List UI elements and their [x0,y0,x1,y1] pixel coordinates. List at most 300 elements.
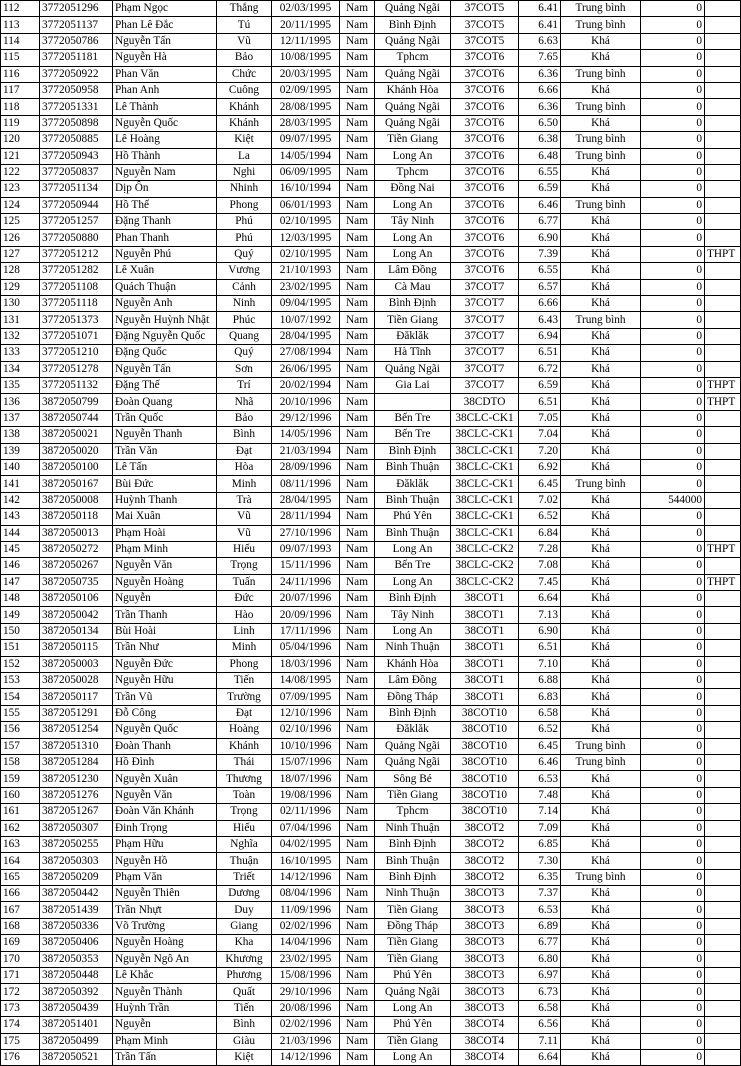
note-cell [705,263,741,279]
province-cell: Tiền Giang [375,935,451,951]
given-name-cell: Giàu [217,1033,272,1049]
note-cell: THPT [705,541,741,557]
rank-cell: Trung bình [561,1,641,17]
table-row [1,804,741,820]
rank-cell: Khá [561,1050,641,1066]
gender-cell: Nam [340,361,375,377]
class-code-cell: 37COT7 [451,361,519,377]
note-cell [705,1033,741,1049]
rank-cell: Khá [561,607,641,623]
class-code-cell: 37COT7 [451,345,519,361]
province-cell: Bình Định [375,17,451,33]
table-row [1,328,741,344]
class-code-cell: 37COT6 [451,66,519,82]
gpa-cell: 6.36 [519,99,561,115]
birth-date-cell: 20/10/1996 [272,394,340,410]
family-name-cell: Đinh Trọng [113,820,217,836]
gpa-cell: 6.41 [519,17,561,33]
province-cell: Đồng Tháp [375,918,451,934]
birth-date-cell: 28/03/1995 [272,115,340,131]
gender-cell: Nam [340,197,375,213]
class-code-cell: 38CDTO [451,394,519,410]
class-code-cell: 37COT6 [451,132,519,148]
table-row [1,197,741,213]
row-number-cell: 172 [1,984,40,1000]
given-name-cell: Phong [217,656,272,672]
note-cell [705,33,741,49]
province-cell: Tiền Giang [375,312,451,328]
birth-date-cell: 14/05/1994 [272,148,340,164]
birth-date-cell: 12/11/1995 [272,33,340,49]
gpa-cell: 7.11 [519,1033,561,1049]
family-name-cell: Nguyễn Tấn [113,33,217,49]
family-name-cell: Phạm Hữu [113,836,217,852]
student-id-cell: 3872051276 [40,787,113,803]
province-cell: Quảng Ngãi [375,66,451,82]
given-name-cell: Phong [217,197,272,213]
birth-date-cell: 10/10/1996 [272,738,340,754]
student-id-cell: 3872050100 [40,459,113,475]
rank-cell: Khá [561,689,641,705]
family-name-cell: Trần Vũ [113,689,217,705]
note-cell [705,984,741,1000]
province-cell: Bình Thuận [375,525,451,541]
birth-date-cell: 02/02/1996 [272,918,340,934]
amount-cell: 0 [641,886,705,902]
amount-cell: 0 [641,935,705,951]
gender-cell: Nam [340,181,375,197]
amount-cell: 0 [641,918,705,934]
birth-date-cell: 08/04/1996 [272,886,340,902]
rank-cell: Khá [561,164,641,180]
given-name-cell: Thương [217,771,272,787]
given-name-cell: Khánh [217,115,272,131]
row-number-cell: 137 [1,410,40,426]
gender-cell: Nam [340,869,375,885]
note-cell [705,1000,741,1016]
family-name-cell: Nguyễn Hoàng [113,574,217,590]
birth-date-cell: 10/07/1992 [272,312,340,328]
student-id-cell: 3872050744 [40,410,113,426]
class-code-cell: 38CLC-CK1 [451,410,519,426]
student-id-cell: 3772051282 [40,263,113,279]
gender-cell: Nam [340,509,375,525]
row-number-cell: 112 [1,1,40,17]
amount-cell: 0 [641,623,705,639]
given-name-cell: Kha [217,935,272,951]
birth-date-cell: 15/07/1996 [272,754,340,770]
given-name-cell: Tiến [217,673,272,689]
row-number-cell: 135 [1,377,40,393]
student-id-cell: 3872051310 [40,738,113,754]
row-number-cell: 175 [1,1033,40,1049]
student-id-cell: 3772050922 [40,66,113,82]
family-name-cell: Quách Thuận [113,279,217,295]
gpa-cell: 6.83 [519,689,561,705]
table-row [1,738,741,754]
class-code-cell: 38COT10 [451,754,519,770]
province-cell: Quảng Ngãi [375,33,451,49]
amount-cell: 0 [641,787,705,803]
gpa-cell: 7.30 [519,853,561,869]
rank-cell: Trung bình [561,476,641,492]
given-name-cell: Cuông [217,82,272,98]
class-code-cell: 38COT3 [451,968,519,984]
rank-cell: Khá [561,1017,641,1033]
row-number-cell: 144 [1,525,40,541]
student-id-cell: 3872050392 [40,984,113,1000]
province-cell: Long An [375,574,451,590]
rank-cell: Khá [561,394,641,410]
amount-cell: 0 [641,181,705,197]
gender-cell: Nam [340,99,375,115]
class-code-cell: 37COT6 [451,50,519,66]
rank-cell: Khá [561,443,641,459]
amount-cell: 0 [641,836,705,852]
student-id-cell: 3872050336 [40,918,113,934]
gpa-cell: 6.77 [519,935,561,951]
given-name-cell: Thắng [217,1,272,17]
table-row [1,279,741,295]
class-code-cell: 38CLC-CK1 [451,427,519,443]
class-code-cell: 37COT6 [451,230,519,246]
note-cell [705,345,741,361]
given-name-cell: Hiếu [217,820,272,836]
row-number-cell: 147 [1,574,40,590]
birth-date-cell: 02/02/1996 [272,1017,340,1033]
table-row [1,1000,741,1016]
rank-cell: Khá [561,230,641,246]
student-id-cell: 3872050209 [40,869,113,885]
province-cell: Long An [375,148,451,164]
gpa-cell: 6.52 [519,722,561,738]
gpa-cell: 7.14 [519,804,561,820]
given-name-cell: Tiến [217,1000,272,1016]
row-number-cell: 148 [1,591,40,607]
gender-cell: Nam [340,394,375,410]
family-name-cell: Trần Nhựt [113,902,217,918]
student-id-cell: 3772050786 [40,33,113,49]
note-cell [705,1050,741,1066]
amount-cell: 0 [641,1,705,17]
gpa-cell: 6.55 [519,164,561,180]
rank-cell: Khá [561,886,641,902]
rank-cell: Khá [561,820,641,836]
student-id-cell: 3872050303 [40,853,113,869]
amount-cell: 0 [641,443,705,459]
birth-date-cell: 20/11/1995 [272,17,340,33]
student-id-cell: 3872051439 [40,902,113,918]
given-name-cell: Phương [217,968,272,984]
given-name-cell: Triết [217,869,272,885]
family-name-cell: Bùi Đức [113,476,217,492]
row-number-cell: 152 [1,656,40,672]
amount-cell: 0 [641,279,705,295]
rank-cell: Khá [561,771,641,787]
row-number-cell: 154 [1,689,40,705]
amount-cell: 0 [641,771,705,787]
class-code-cell: 37COT7 [451,312,519,328]
class-code-cell: 38COT2 [451,853,519,869]
gpa-cell: 6.57 [519,279,561,295]
table-row [1,377,741,393]
gender-cell: Nam [340,951,375,967]
class-code-cell: 38COT10 [451,771,519,787]
gpa-cell: 6.73 [519,984,561,1000]
gender-cell: Nam [340,132,375,148]
rank-cell: Khá [561,246,641,262]
province-cell: Tphcm [375,164,451,180]
table-row [1,1,741,17]
class-code-cell: 38CLC-CK2 [451,574,519,590]
birth-date-cell: 28/09/1996 [272,459,340,475]
birth-date-cell: 20/08/1996 [272,1000,340,1016]
rank-cell: Trung bình [561,17,641,33]
family-name-cell: Phạm Ngọc [113,1,217,17]
table-row [1,459,741,475]
family-name-cell: Lê Xuân [113,263,217,279]
province-cell: Bình Định [375,443,451,459]
gender-cell: Nam [340,164,375,180]
row-number-cell: 158 [1,754,40,770]
row-number-cell: 174 [1,1017,40,1033]
given-name-cell: Minh [217,640,272,656]
province-cell: Sông Bé [375,771,451,787]
note-cell [705,115,741,131]
gpa-cell: 6.46 [519,754,561,770]
table-row [1,886,741,902]
row-number-cell: 171 [1,968,40,984]
class-code-cell: 38COT3 [451,902,519,918]
student-id-cell: 3872050735 [40,574,113,590]
gpa-cell: 6.64 [519,591,561,607]
student-id-cell: 3872050013 [40,525,113,541]
gender-cell: Nam [340,279,375,295]
birth-date-cell: 21/03/1996 [272,1033,340,1049]
table-row [1,263,741,279]
class-code-cell: 37COT7 [451,296,519,312]
gender-cell: Nam [340,771,375,787]
rank-cell: Khá [561,836,641,852]
amount-cell: 0 [641,558,705,574]
family-name-cell: Phạm Minh [113,541,217,557]
family-name-cell: Phan Thanh [113,230,217,246]
note-cell: THPT [705,246,741,262]
given-name-cell: Trường [217,689,272,705]
table-row [1,312,741,328]
student-id-cell: 3872050118 [40,509,113,525]
province-cell: Tiền Giang [375,132,451,148]
gender-cell: Nam [340,935,375,951]
amount-cell: 0 [641,459,705,475]
row-number-cell: 163 [1,836,40,852]
student-id-cell: 3872050353 [40,951,113,967]
note-cell [705,181,741,197]
given-name-cell: Hoàng [217,722,272,738]
gender-cell: Nam [340,754,375,770]
gpa-cell: 6.55 [519,263,561,279]
row-number-cell: 127 [1,246,40,262]
note-cell [705,476,741,492]
birth-date-cell: 28/08/1995 [272,99,340,115]
province-cell: Đăklăk [375,722,451,738]
amount-cell: 0 [641,525,705,541]
student-id-cell: 3772051373 [40,312,113,328]
amount-cell: 0 [641,738,705,754]
given-name-cell: Trí [217,377,272,393]
birth-date-cell: 07/04/1996 [272,820,340,836]
birth-date-cell: 08/11/1996 [272,476,340,492]
amount-cell: 0 [641,509,705,525]
table-row [1,673,741,689]
birth-date-cell: 07/09/1995 [272,689,340,705]
amount-cell: 0 [641,427,705,443]
birth-date-cell: 09/07/1993 [272,541,340,557]
note-cell [705,296,741,312]
given-name-cell: Duy [217,902,272,918]
rank-cell: Khá [561,673,641,689]
row-number-cell: 165 [1,869,40,885]
amount-cell: 0 [641,754,705,770]
province-cell: Quảng Ngãi [375,984,451,1000]
family-name-cell: Nguyễn Hồ [113,853,217,869]
table-row [1,754,741,770]
table-row [1,820,741,836]
province-cell: Đăklăk [375,328,451,344]
note-cell [705,459,741,475]
table-row [1,1050,741,1066]
amount-cell: 0 [641,722,705,738]
row-number-cell: 142 [1,492,40,508]
rank-cell: Khá [561,935,641,951]
province-cell: Tphcm [375,804,451,820]
amount-cell: 0 [641,968,705,984]
province-cell: Quảng Ngãi [375,115,451,131]
row-number-cell: 141 [1,476,40,492]
birth-date-cell: 29/12/1996 [272,410,340,426]
row-number-cell: 166 [1,886,40,902]
student-id-cell: 3872050115 [40,640,113,656]
table-row [1,722,741,738]
row-number-cell: 118 [1,99,40,115]
gender-cell: Nam [340,804,375,820]
table-row [1,82,741,98]
note-cell [705,558,741,574]
birth-date-cell: 02/09/1995 [272,82,340,98]
given-name-cell: Quý [217,246,272,262]
student-id-cell: 3772051137 [40,17,113,33]
gender-cell: Nam [340,214,375,230]
given-name-cell: Chức [217,66,272,82]
note-cell [705,935,741,951]
amount-cell: 0 [641,656,705,672]
gpa-cell: 6.72 [519,361,561,377]
rank-cell: Khá [561,902,641,918]
table-row [1,17,741,33]
gender-cell: Nam [340,673,375,689]
row-number-cell: 122 [1,164,40,180]
student-id-cell: 3872050008 [40,492,113,508]
birth-date-cell: 09/07/1995 [272,132,340,148]
family-name-cell: Đặng Thế [113,377,217,393]
rank-cell: Khá [561,361,641,377]
student-id-cell: 3872050117 [40,689,113,705]
row-number-cell: 157 [1,738,40,754]
class-code-cell: 38COT2 [451,836,519,852]
rank-cell: Khá [561,525,641,541]
gender-cell: Nam [340,492,375,508]
row-number-cell: 164 [1,853,40,869]
given-name-cell: Trọng [217,804,272,820]
note-cell [705,17,741,33]
gender-cell: Nam [340,296,375,312]
gender-cell: Nam [340,623,375,639]
note-cell [705,525,741,541]
row-number-cell: 168 [1,918,40,934]
province-cell: Tphcm [375,50,451,66]
class-code-cell: 38COT3 [451,886,519,902]
province-cell: Bình Định [375,705,451,721]
student-id-cell: 3772050943 [40,148,113,164]
birth-date-cell: 14/04/1996 [272,935,340,951]
given-name-cell: Minh [217,476,272,492]
family-name-cell: Lê Thành [113,99,217,115]
note-cell [705,689,741,705]
table-row [1,296,741,312]
class-code-cell: 37COT6 [451,82,519,98]
student-id-cell: 3872050020 [40,443,113,459]
note-cell [705,66,741,82]
table-row [1,492,741,508]
birth-date-cell: 28/11/1994 [272,509,340,525]
birth-date-cell: 02/03/1995 [272,1,340,17]
birth-date-cell: 19/08/1996 [272,787,340,803]
province-cell: Tây Ninh [375,214,451,230]
given-name-cell: Bảo [217,50,272,66]
amount-cell: 0 [641,263,705,279]
student-id-cell: 3872050272 [40,541,113,557]
given-name-cell: Toàn [217,787,272,803]
class-code-cell: 38COT3 [451,1000,519,1016]
family-name-cell: Nguyễn Nam [113,164,217,180]
amount-cell: 0 [641,1050,705,1066]
class-code-cell: 38CLC-CK1 [451,476,519,492]
table-row [1,591,741,607]
student-id-cell: 3772051212 [40,246,113,262]
row-number-cell: 160 [1,787,40,803]
amount-cell: 0 [641,853,705,869]
student-id-cell: 3872051254 [40,722,113,738]
amount-cell: 0 [641,132,705,148]
family-name-cell: Dịp Ôn [113,181,217,197]
province-cell: Ninh Thuận [375,820,451,836]
province-cell: Phú Yên [375,509,451,525]
row-number-cell: 115 [1,50,40,66]
gpa-cell: 6.46 [519,197,561,213]
student-id-cell: 3772051108 [40,279,113,295]
note-cell [705,771,741,787]
family-name-cell: Bùi Hoài [113,623,217,639]
row-number-cell: 133 [1,345,40,361]
province-cell: Tiền Giang [375,902,451,918]
gpa-cell: 7.13 [519,607,561,623]
gender-cell: Nam [340,17,375,33]
province-cell: Lâm Đồng [375,673,451,689]
birth-date-cell: 02/10/1995 [272,246,340,262]
family-name-cell: Đặng Nguyễn Quốc [113,328,217,344]
student-id-cell: 3772051296 [40,1,113,17]
student-id-cell: 3772051331 [40,99,113,115]
